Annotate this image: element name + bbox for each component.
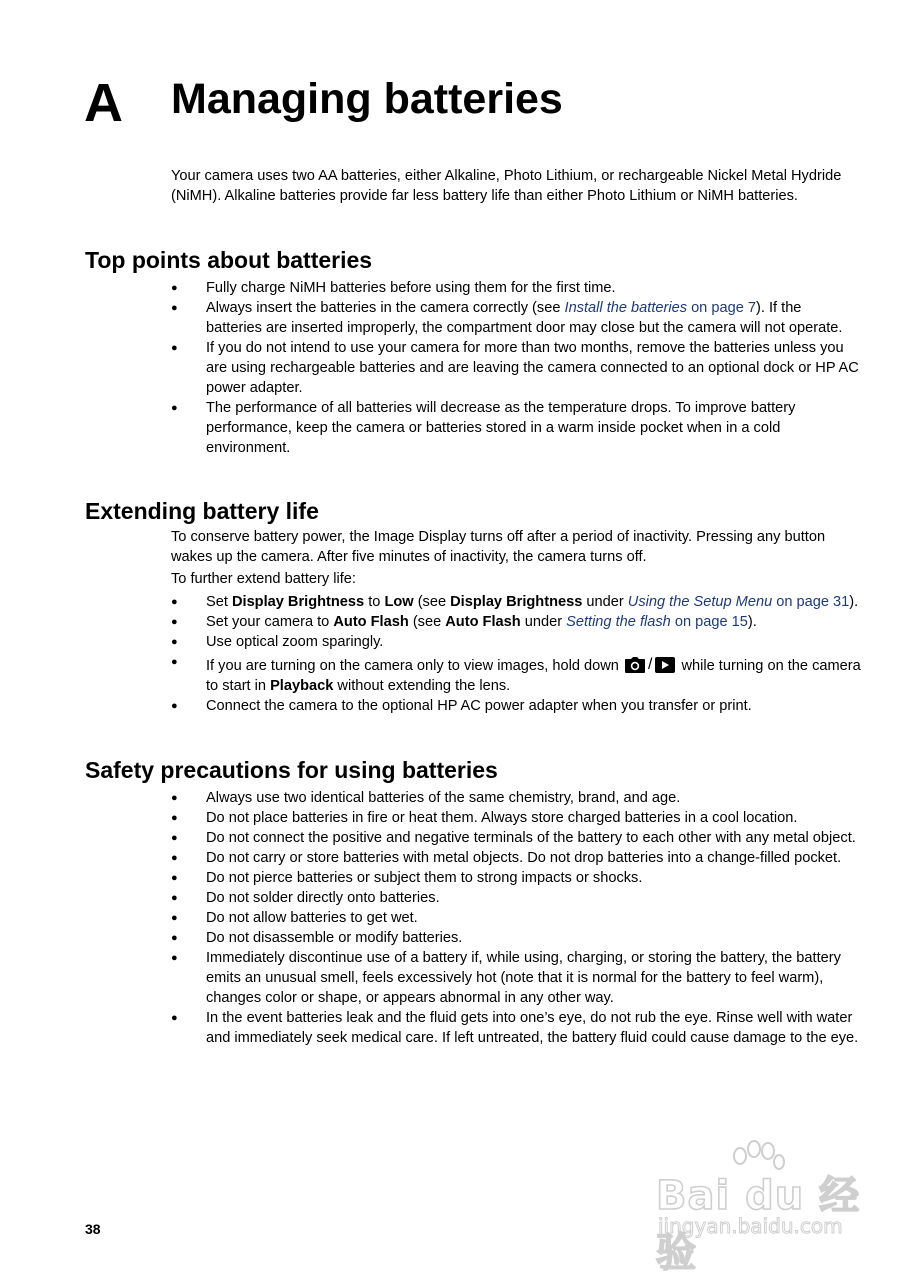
- list-item: ● Fully charge NiMH batteries before using them for the first time.: [171, 278, 861, 298]
- list-item: ● Do not pierce batteries or subject them to strong impacts or shocks.: [171, 868, 861, 888]
- list-item: ● Do not place batteries in fire or heat them. Always store charged batteries in a cool location.: [171, 808, 861, 828]
- list-item: ● Do not carry or store batteries with metal objects. Do not drop batteries into a change-filled pocket.: [171, 848, 861, 868]
- link-install-batteries[interactable]: Install the batteries on page 7: [564, 300, 756, 316]
- extending-list: [171, 592, 861, 716]
- playback-icon: [655, 657, 675, 673]
- chapter-title: Managing batteries: [171, 75, 563, 123]
- watermark-logo: Bai du 经验: [656, 1173, 861, 1276]
- list-item: ● Do not allow batteries to get wet.: [171, 908, 861, 928]
- list-item: ● Always use two identical batteries of the same chemistry, brand, and age.: [171, 788, 861, 808]
- camera-icon: [625, 657, 645, 673]
- section-heading-top-points: Top points about batteries: [85, 247, 373, 273]
- list-item: ● Use optical zoom sparingly.: [171, 632, 861, 652]
- list-item: ● Do not solder directly onto batteries.: [171, 888, 861, 908]
- watermark-url: jingyan.baidu.com: [658, 1214, 843, 1238]
- list-item: ● Immediately discontinue use of a battery if, while using, charging, or storing the battery, the battery emits an unusual smell, feels excessively hot (note that it is normal for the battery to feel warm), changes color or shape, or appears abnormal in any other way.: [171, 948, 861, 1008]
- link-setup-menu[interactable]: Using the Setup Menu on page 31: [627, 594, 850, 610]
- list-item: ● The performance of all batteries will decrease as the temperature drops. To improve battery performance, keep the camera or batteries stored in a warm inside pocket when in a cold environment.: [171, 398, 861, 458]
- list-item: ● Do not disassemble or modify batteries.: [171, 928, 861, 948]
- top-points-list: [171, 278, 861, 458]
- intro-paragraph: Your camera uses two AA batteries, either Alkaline, Photo Lithium, or rechargeable Nickel Metal Hydride (NiMH). Alkaline batteries provide far less battery life than either Photo Lithium or NiMH batteries.: [171, 168, 842, 204]
- list-item: ● Set Display Brightness to Low (see Display Brightness under Using the Setup Menu on page 31).: [171, 592, 861, 612]
- chapter-letter: A: [84, 73, 123, 133]
- list-item: ● Do not connect the positive and negative terminals of the battery to each other with any metal object.: [171, 828, 861, 848]
- list-item: ● In the event batteries leak and the fluid gets into one’s eye, do not rub the eye. Rinse well with water and immediately seek medical care. If left untreated, the battery fluid could cause damage to the eye.: [171, 1008, 861, 1048]
- section-heading-extending: Extending battery life: [85, 498, 319, 524]
- list-item: ● If you do not intend to use your camera for more than two months, remove the batteries unless you are using rechargeable batteries and are leaving the camera connected to an optional dock or HP AC power adapter.: [171, 338, 861, 398]
- section-heading-safety: Safety precautions for using batteries: [85, 757, 498, 783]
- list-item: ● Connect the camera to the optional HP AC power adapter when you transfer or print.: [171, 696, 861, 716]
- list-item: ● Always insert the batteries in the camera correctly (see Install the batteries on page 7). If the batteries are inserted improperly, the compartment door may close but the camera will not operate.: [171, 298, 861, 338]
- safety-list: [171, 788, 861, 1048]
- list-item: ● Set your camera to Auto Flash (see Auto Flash under Setting the flash on page 15).: [171, 612, 861, 632]
- page-number: 38: [85, 1221, 101, 1237]
- list-item: ● If you are turning on the camera only to view images, hold down / while turning on the camera to start in Playback without extending the lens.: [171, 652, 861, 696]
- extending-lead: To further extend battery life:: [171, 571, 356, 587]
- extending-paragraph: To conserve battery power, the Image Display turns off after a period of inactivity. Pressing any button wakes up the camera. After five minutes of inactivity, the camera turns off.: [171, 529, 826, 565]
- baidu-watermark: [656, 1140, 872, 1276]
- link-setting-flash[interactable]: Setting the flash on page 15: [566, 614, 748, 630]
